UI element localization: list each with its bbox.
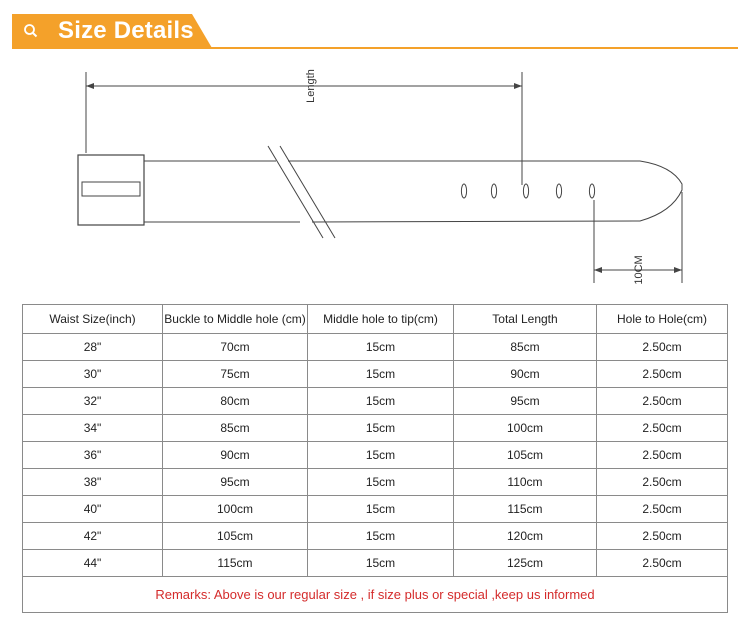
table-cell: 2.50cm — [597, 496, 728, 523]
table-cell: 38" — [23, 469, 163, 496]
table-cell: 34" — [23, 415, 163, 442]
table-cell: 2.50cm — [597, 361, 728, 388]
length-label: Length — [305, 69, 317, 103]
table-cell: 105cm — [163, 523, 308, 550]
table-cell: 15cm — [308, 523, 454, 550]
table-row — [23, 496, 728, 523]
table-cell: 15cm — [308, 442, 454, 469]
table-cell: 2.50cm — [597, 415, 728, 442]
buckle-slot — [82, 182, 140, 196]
table-cell: 100cm — [454, 415, 597, 442]
table-cell: 15cm — [308, 361, 454, 388]
size-table — [22, 304, 728, 613]
table-cell: 40" — [23, 496, 163, 523]
table-row — [23, 388, 728, 415]
tip-arrow-right — [674, 267, 682, 273]
column-header: Hole to Hole(cm) — [597, 305, 728, 334]
table-cell: 2.50cm — [597, 334, 728, 361]
table-cell: 36" — [23, 442, 163, 469]
table-cell: 30" — [23, 361, 163, 388]
column-header: Waist Size(inch) — [23, 305, 163, 334]
table-cell: 85cm — [454, 334, 597, 361]
strap-right — [288, 161, 682, 222]
table-cell: 2.50cm — [597, 469, 728, 496]
table-header-row — [23, 305, 728, 334]
break-mark-2 — [280, 146, 335, 238]
tip-arrow-left — [594, 267, 602, 273]
table-row — [23, 523, 728, 550]
table-cell: 2.50cm — [597, 442, 728, 469]
table-cell: 75cm — [163, 361, 308, 388]
belt-hole — [491, 184, 496, 198]
table-cell: 15cm — [308, 496, 454, 523]
remarks-text: Remarks: Above is our regular size , if size plus or special ,keep us informed — [23, 577, 728, 613]
table-cell: 100cm — [163, 496, 308, 523]
table-cell: 32" — [23, 388, 163, 415]
table-cell: 90cm — [454, 361, 597, 388]
table-cell: 15cm — [308, 550, 454, 577]
belt-diagram — [0, 55, 750, 295]
table-cell: 15cm — [308, 388, 454, 415]
search-icon — [22, 22, 40, 40]
table-cell: 120cm — [454, 523, 597, 550]
table-cell: 42" — [23, 523, 163, 550]
page-title: Size Details — [58, 17, 194, 44]
table-cell: 15cm — [308, 415, 454, 442]
table-cell: 2.50cm — [597, 388, 728, 415]
belt-hole — [461, 184, 466, 198]
table-row — [23, 469, 728, 496]
header-underline — [12, 47, 738, 49]
table-cell: 110cm — [454, 469, 597, 496]
table-cell: 15cm — [308, 469, 454, 496]
table-cell: 95cm — [163, 469, 308, 496]
belt-diagram-svg — [0, 55, 750, 295]
table-cell: 15cm — [308, 334, 454, 361]
table-cell: 95cm — [454, 388, 597, 415]
table-cell: 44" — [23, 550, 163, 577]
table-cell: 115cm — [454, 496, 597, 523]
table-cell: 2.50cm — [597, 550, 728, 577]
belt-hole — [556, 184, 561, 198]
belt-hole — [523, 184, 528, 198]
table-cell: 2.50cm — [597, 523, 728, 550]
table-row — [23, 442, 728, 469]
table-row — [23, 334, 728, 361]
table-cell: 115cm — [163, 550, 308, 577]
remarks-row — [23, 577, 728, 613]
column-header: Middle hole to tip(cm) — [308, 305, 454, 334]
table-cell: 80cm — [163, 388, 308, 415]
table-cell: 125cm — [454, 550, 597, 577]
break-mark-1 — [268, 146, 323, 238]
length-arrow-left — [86, 83, 94, 89]
table-cell: 70cm — [163, 334, 308, 361]
table-cell: 105cm — [454, 442, 597, 469]
table-cell: 28" — [23, 334, 163, 361]
column-header: Buckle to Middle hole (cm) — [163, 305, 308, 334]
table-cell: 90cm — [163, 442, 308, 469]
section-header — [0, 0, 750, 50]
table-row — [23, 550, 728, 577]
column-header: Total Length — [454, 305, 597, 334]
table-row — [23, 361, 728, 388]
belt-hole — [589, 184, 594, 198]
length-arrow-right — [514, 83, 522, 89]
table-cell: 85cm — [163, 415, 308, 442]
table-row — [23, 415, 728, 442]
tip-label: 10CM — [633, 255, 645, 285]
